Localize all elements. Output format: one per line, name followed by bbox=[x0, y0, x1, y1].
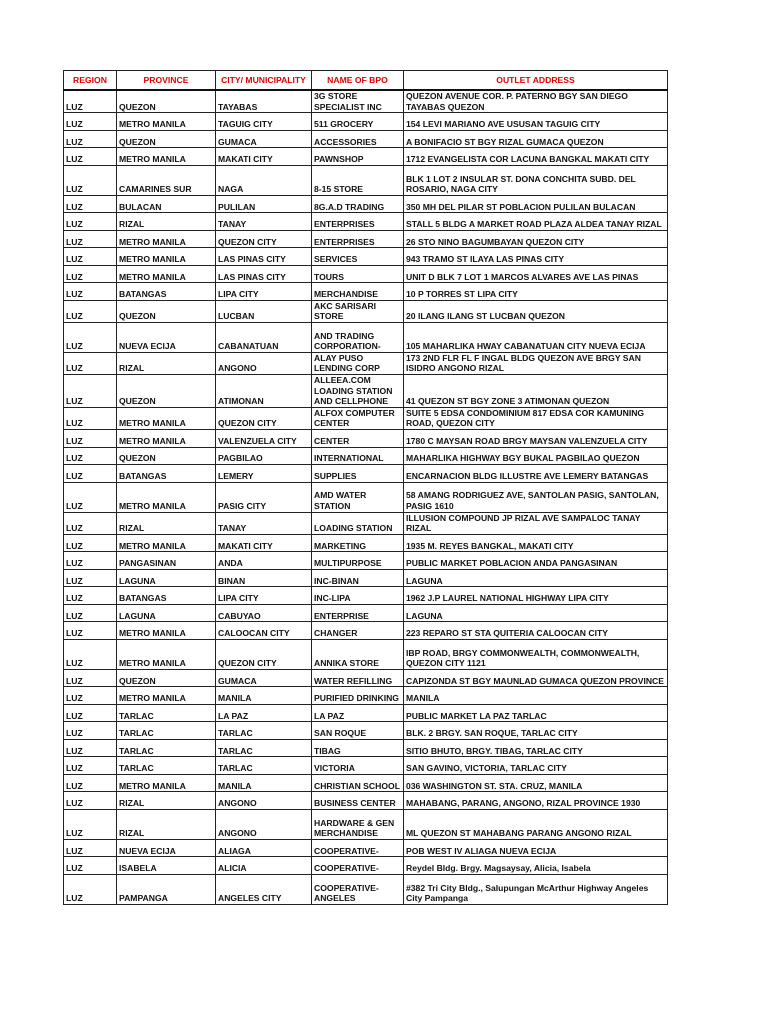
cell-bpo: ALLEEA.COM LOADING STATION AND CELLPHONE bbox=[312, 375, 404, 408]
cell-address: UNIT D BLK 7 LOT 1 MARCOS ALVARES AVE LAS PINAS bbox=[404, 265, 668, 283]
cell-address: 1712 EVANGELISTA COR LACUNA BANGKAL MAKATI CITY bbox=[404, 148, 668, 166]
cell-region: LUZ bbox=[64, 757, 117, 775]
cell-province: METRO MANILA bbox=[117, 230, 216, 248]
cell-address: 10 P TORRES ST LIPA CITY bbox=[404, 283, 668, 301]
cell-province: QUEZON bbox=[117, 300, 216, 322]
cell-bpo: COOPERATIVE-ANGELES bbox=[312, 874, 404, 904]
cell-province: METRO MANILA bbox=[117, 774, 216, 792]
table-row bbox=[64, 195, 668, 213]
cell-address: MAHARLIKA HIGHWAY BGY BUKAL PAGBILAO QUEZON bbox=[404, 447, 668, 465]
cell-region: LUZ bbox=[64, 265, 117, 283]
cell-province: METRO MANILA bbox=[117, 265, 216, 283]
table-row bbox=[64, 809, 668, 839]
cell-province: QUEZON bbox=[117, 669, 216, 687]
table-row bbox=[64, 322, 668, 352]
cell-address: 943 TRAMO ST ILAYA LAS PINAS CITY bbox=[404, 248, 668, 266]
cell-region: LUZ bbox=[64, 195, 117, 213]
cell-address: 1935 M. REYES BANGKAL, MAKATI CITY bbox=[404, 534, 668, 552]
cell-address: BLK. 2 BRGY. SAN ROQUE, TARLAC CITY bbox=[404, 722, 668, 740]
table-row bbox=[64, 704, 668, 722]
cell-region: LUZ bbox=[64, 512, 117, 534]
header-province: PROVINCE bbox=[117, 71, 216, 91]
cell-region: LUZ bbox=[64, 622, 117, 640]
cell-bpo: ENTERPRISES bbox=[312, 230, 404, 248]
cell-address: SUITE 5 EDSA CONDOMINIUM 817 EDSA COR KAMUNING ROAD, QUEZON CITY bbox=[404, 407, 668, 429]
cell-province: TARLAC bbox=[117, 739, 216, 757]
cell-region: LUZ bbox=[64, 739, 117, 757]
cell-city: MANILA bbox=[216, 774, 312, 792]
header-region: REGION bbox=[64, 71, 117, 91]
table-row bbox=[64, 430, 668, 448]
cell-province: NUEVA ECIJA bbox=[117, 322, 216, 352]
cell-city: GUMACA bbox=[216, 130, 312, 148]
cell-province: RIZAL bbox=[117, 809, 216, 839]
cell-bpo: WATER REFILLING bbox=[312, 669, 404, 687]
cell-city: PULILAN bbox=[216, 195, 312, 213]
cell-city: LIPA CITY bbox=[216, 587, 312, 605]
cell-city: ANGONO bbox=[216, 352, 312, 374]
cell-region: LUZ bbox=[64, 148, 117, 166]
cell-city: TARLAC bbox=[216, 722, 312, 740]
cell-address: 26 STO NINO BAGUMBAYAN QUEZON CITY bbox=[404, 230, 668, 248]
table-row bbox=[64, 283, 668, 301]
cell-bpo: VICTORIA bbox=[312, 757, 404, 775]
cell-region: LUZ bbox=[64, 322, 117, 352]
cell-region: LUZ bbox=[64, 430, 117, 448]
cell-address: Reydel Bldg. Brgy. Magsaysay, Alicia, Isabela bbox=[404, 857, 668, 875]
cell-city: LEMERY bbox=[216, 465, 312, 483]
cell-address: 105 MAHARLIKA HWAY CABANATUAN CITY NUEVA ECIJA bbox=[404, 322, 668, 352]
table-row bbox=[64, 113, 668, 131]
table-row bbox=[64, 552, 668, 570]
cell-address: 036 WASHINGTON ST. STA. CRUZ, MANILA bbox=[404, 774, 668, 792]
cell-city: TARLAC bbox=[216, 739, 312, 757]
cell-region: LUZ bbox=[64, 352, 117, 374]
table-row bbox=[64, 447, 668, 465]
table-row bbox=[64, 757, 668, 775]
cell-city: QUEZON CITY bbox=[216, 639, 312, 669]
cell-bpo: BUSINESS CENTER bbox=[312, 792, 404, 810]
table-row bbox=[64, 587, 668, 605]
cell-bpo: CHANGER bbox=[312, 622, 404, 640]
cell-address: 350 MH DEL PILAR ST POBLACION PULILAN BULACAN bbox=[404, 195, 668, 213]
cell-city: CABANATUAN bbox=[216, 322, 312, 352]
cell-city: CABUYAO bbox=[216, 604, 312, 622]
table-row bbox=[64, 604, 668, 622]
cell-region: LUZ bbox=[64, 283, 117, 301]
cell-bpo: PAWNSHOP bbox=[312, 148, 404, 166]
cell-region: LUZ bbox=[64, 604, 117, 622]
cell-bpo: 8-15 STORE bbox=[312, 165, 404, 195]
cell-bpo: CENTER bbox=[312, 430, 404, 448]
cell-address: 223 REPARO ST STA QUITERIA CALOOCAN CITY bbox=[404, 622, 668, 640]
cell-province: QUEZON bbox=[117, 130, 216, 148]
cell-bpo: INTERNATIONAL bbox=[312, 447, 404, 465]
cell-province: TARLAC bbox=[117, 704, 216, 722]
table-row bbox=[64, 669, 668, 687]
cell-city: QUEZON CITY bbox=[216, 407, 312, 429]
cell-bpo: PURIFIED DRINKING bbox=[312, 687, 404, 705]
cell-address: 1780 C MAYSAN ROAD BRGY MAYSAN VALENZUELA CITY bbox=[404, 430, 668, 448]
cell-city: ALICIA bbox=[216, 857, 312, 875]
cell-region: LUZ bbox=[64, 639, 117, 669]
cell-address: PUBLIC MARKET LA PAZ TARLAC bbox=[404, 704, 668, 722]
table-row bbox=[64, 352, 668, 374]
cell-bpo: SAN ROQUE bbox=[312, 722, 404, 740]
cell-city: LAS PINAS CITY bbox=[216, 265, 312, 283]
cell-province: METRO MANILA bbox=[117, 622, 216, 640]
cell-province: METRO MANILA bbox=[117, 534, 216, 552]
cell-bpo: LOADING STATION bbox=[312, 512, 404, 534]
table-row bbox=[64, 622, 668, 640]
cell-province: METRO MANILA bbox=[117, 248, 216, 266]
cell-address: LAGUNA bbox=[404, 604, 668, 622]
cell-province: METRO MANILA bbox=[117, 687, 216, 705]
cell-bpo: AND TRADING CORPORATION- bbox=[312, 322, 404, 352]
cell-bpo: CHRISTIAN SCHOOL bbox=[312, 774, 404, 792]
cell-bpo: ENTERPRISE bbox=[312, 604, 404, 622]
cell-bpo: SERVICES bbox=[312, 248, 404, 266]
cell-city: MAKATI CITY bbox=[216, 534, 312, 552]
cell-bpo: MARKETING bbox=[312, 534, 404, 552]
cell-address: MANILA bbox=[404, 687, 668, 705]
cell-province: METRO MANILA bbox=[117, 430, 216, 448]
table-row bbox=[64, 569, 668, 587]
cell-bpo: HARDWARE & GEN MERCHANDISE bbox=[312, 809, 404, 839]
cell-city: GUMACA bbox=[216, 669, 312, 687]
header-city: CITY/ MUNICIPALITY bbox=[216, 71, 312, 91]
cell-bpo: MERCHANDISE bbox=[312, 283, 404, 301]
cell-region: LUZ bbox=[64, 857, 117, 875]
cell-province: METRO MANILA bbox=[117, 639, 216, 669]
cell-city: QUEZON CITY bbox=[216, 230, 312, 248]
cell-city: NAGA bbox=[216, 165, 312, 195]
cell-province: PAMPANGA bbox=[117, 874, 216, 904]
table-row bbox=[64, 375, 668, 408]
table-row bbox=[64, 265, 668, 283]
cell-region: LUZ bbox=[64, 230, 117, 248]
cell-province: RIZAL bbox=[117, 352, 216, 374]
cell-bpo: 3G STORE SPECIALIST INC bbox=[312, 90, 404, 113]
cell-province: BULACAN bbox=[117, 195, 216, 213]
cell-city: TANAY bbox=[216, 213, 312, 231]
cell-address: IBP ROAD, BRGY COMMONWEALTH, COMMONWEALTH, QUEZON CITY 1121 bbox=[404, 639, 668, 669]
cell-city: TAYABAS bbox=[216, 90, 312, 113]
cell-city: TANAY bbox=[216, 512, 312, 534]
cell-region: LUZ bbox=[64, 792, 117, 810]
cell-address: LAGUNA bbox=[404, 569, 668, 587]
cell-address: MAHABANG, PARANG, ANGONO, RIZAL PROVINCE 1930 bbox=[404, 792, 668, 810]
cell-address: A BONIFACIO ST BGY RIZAL GUMACA QUEZON bbox=[404, 130, 668, 148]
cell-region: LUZ bbox=[64, 113, 117, 131]
table-body bbox=[64, 90, 668, 904]
cell-address: QUEZON AVENUE COR. P. PATERNO BGY SAN DIEGO TAYABAS QUEZON bbox=[404, 90, 668, 113]
table-row bbox=[64, 639, 668, 669]
cell-address: BLK 1 LOT 2 INSULAR ST. DONA CONCHITA SUBD. DEL ROSARIO, NAGA CITY bbox=[404, 165, 668, 195]
cell-city: ANGONO bbox=[216, 809, 312, 839]
cell-region: LUZ bbox=[64, 300, 117, 322]
cell-bpo: AMD WATER STATION bbox=[312, 482, 404, 512]
cell-address: 154 LEVI MARIANO AVE USUSAN TAGUIG CITY bbox=[404, 113, 668, 131]
cell-city: PAGBILAO bbox=[216, 447, 312, 465]
cell-province: RIZAL bbox=[117, 512, 216, 534]
cell-province: RIZAL bbox=[117, 792, 216, 810]
cell-province: TARLAC bbox=[117, 757, 216, 775]
cell-region: LUZ bbox=[64, 90, 117, 113]
cell-city: ANGELES CITY bbox=[216, 874, 312, 904]
table-row bbox=[64, 300, 668, 322]
cell-bpo: ALFOX COMPUTER CENTER bbox=[312, 407, 404, 429]
cell-city: BINAN bbox=[216, 569, 312, 587]
cell-address: #382 Tri City Bldg., Salupungan McArthur Highway Angeles City Pampanga bbox=[404, 874, 668, 904]
cell-province: QUEZON bbox=[117, 90, 216, 113]
table-row bbox=[64, 148, 668, 166]
cell-bpo: TOURS bbox=[312, 265, 404, 283]
cell-region: LUZ bbox=[64, 407, 117, 429]
table-row bbox=[64, 465, 668, 483]
cell-province: METRO MANILA bbox=[117, 148, 216, 166]
cell-address: CAPIZONDA ST BGY MAUNLAD GUMACA QUEZON PROVINCE bbox=[404, 669, 668, 687]
cell-address: 1962 J.P LAUREL NATIONAL HIGHWAY LIPA CITY bbox=[404, 587, 668, 605]
cell-province: METRO MANILA bbox=[117, 113, 216, 131]
cell-province: NUEVA ECIJA bbox=[117, 839, 216, 857]
cell-bpo: ALAY PUSO LENDING CORP bbox=[312, 352, 404, 374]
cell-bpo: COOPERATIVE- bbox=[312, 839, 404, 857]
cell-city: LIPA CITY bbox=[216, 283, 312, 301]
cell-region: LUZ bbox=[64, 213, 117, 231]
cell-address: STALL 5 BLDG A MARKET ROAD PLAZA ALDEA TANAY RIZAL bbox=[404, 213, 668, 231]
cell-region: LUZ bbox=[64, 839, 117, 857]
table-row bbox=[64, 739, 668, 757]
cell-address: ML QUEZON ST MAHABANG PARANG ANGONO RIZAL bbox=[404, 809, 668, 839]
cell-bpo: 8G.A.D TRADING bbox=[312, 195, 404, 213]
cell-bpo: TIBAG bbox=[312, 739, 404, 757]
cell-city: ALIAGA bbox=[216, 839, 312, 857]
cell-region: LUZ bbox=[64, 569, 117, 587]
table-row bbox=[64, 687, 668, 705]
cell-bpo: ENTERPRISES bbox=[312, 213, 404, 231]
cell-address: PUBLIC MARKET POBLACION ANDA PANGASINAN bbox=[404, 552, 668, 570]
cell-region: LUZ bbox=[64, 669, 117, 687]
cell-region: LUZ bbox=[64, 130, 117, 148]
cell-bpo: ANNIKA STORE bbox=[312, 639, 404, 669]
cell-region: LUZ bbox=[64, 704, 117, 722]
table-row bbox=[64, 213, 668, 231]
cell-city: ATIMONAN bbox=[216, 375, 312, 408]
cell-bpo: LA PAZ bbox=[312, 704, 404, 722]
cell-region: LUZ bbox=[64, 248, 117, 266]
cell-province: BATANGAS bbox=[117, 587, 216, 605]
cell-region: LUZ bbox=[64, 534, 117, 552]
cell-city: ANDA bbox=[216, 552, 312, 570]
cell-province: BATANGAS bbox=[117, 465, 216, 483]
cell-address: SITIO BHUTO, BRGY. TIBAG, TARLAC CITY bbox=[404, 739, 668, 757]
cell-bpo: INC-BINAN bbox=[312, 569, 404, 587]
cell-city: LUCBAN bbox=[216, 300, 312, 322]
cell-address: 20 ILANG ILANG ST LUCBAN QUEZON bbox=[404, 300, 668, 322]
table-row bbox=[64, 407, 668, 429]
cell-city: MAKATI CITY bbox=[216, 148, 312, 166]
table-row bbox=[64, 857, 668, 875]
cell-bpo: COOPERATIVE- bbox=[312, 857, 404, 875]
cell-region: LUZ bbox=[64, 465, 117, 483]
cell-province: PANGASINAN bbox=[117, 552, 216, 570]
cell-bpo: ACCESSORIES bbox=[312, 130, 404, 148]
table-row bbox=[64, 792, 668, 810]
cell-address: POB WEST IV ALIAGA NUEVA ECIJA bbox=[404, 839, 668, 857]
cell-province: ISABELA bbox=[117, 857, 216, 875]
cell-region: LUZ bbox=[64, 809, 117, 839]
header-row bbox=[64, 71, 668, 91]
cell-address: SAN GAVINO, VICTORIA, TARLAC CITY bbox=[404, 757, 668, 775]
cell-city: CALOOCAN CITY bbox=[216, 622, 312, 640]
header-address: OUTLET ADDRESS bbox=[404, 71, 668, 91]
table-row bbox=[64, 722, 668, 740]
table-row bbox=[64, 230, 668, 248]
cell-province: RIZAL bbox=[117, 213, 216, 231]
table-row bbox=[64, 839, 668, 857]
cell-region: LUZ bbox=[64, 375, 117, 408]
table-row bbox=[64, 248, 668, 266]
cell-province: METRO MANILA bbox=[117, 407, 216, 429]
cell-region: LUZ bbox=[64, 587, 117, 605]
table-row bbox=[64, 512, 668, 534]
table-row bbox=[64, 874, 668, 904]
cell-bpo: AKC SARISARI STORE bbox=[312, 300, 404, 322]
cell-city: VALENZUELA CITY bbox=[216, 430, 312, 448]
table-row bbox=[64, 130, 668, 148]
table-row bbox=[64, 90, 668, 113]
cell-address: 58 AMANG RODRIGUEZ AVE, SANTOLAN PASIG, SANTOLAN, PASIG 1610 bbox=[404, 482, 668, 512]
cell-city: TARLAC bbox=[216, 757, 312, 775]
cell-province: LAGUNA bbox=[117, 604, 216, 622]
cell-region: LUZ bbox=[64, 722, 117, 740]
cell-region: LUZ bbox=[64, 774, 117, 792]
cell-city: LAS PINAS CITY bbox=[216, 248, 312, 266]
cell-province: METRO MANILA bbox=[117, 482, 216, 512]
cell-province: BATANGAS bbox=[117, 283, 216, 301]
cell-bpo: MULTIPURPOSE bbox=[312, 552, 404, 570]
cell-region: LUZ bbox=[64, 874, 117, 904]
table-row bbox=[64, 534, 668, 552]
cell-bpo: SUPPLIES bbox=[312, 465, 404, 483]
cell-address: ILLUSION COMPOUND JP RIZAL AVE SAMPALOC TANAY RIZAL bbox=[404, 512, 668, 534]
cell-city: TAGUIG CITY bbox=[216, 113, 312, 131]
cell-region: LUZ bbox=[64, 165, 117, 195]
table-row bbox=[64, 165, 668, 195]
cell-region: LUZ bbox=[64, 482, 117, 512]
cell-city: LA PAZ bbox=[216, 704, 312, 722]
table-row bbox=[64, 482, 668, 512]
cell-city: PASIG CITY bbox=[216, 482, 312, 512]
cell-city: MANILA bbox=[216, 687, 312, 705]
cell-region: LUZ bbox=[64, 447, 117, 465]
cell-province: CAMARINES SUR bbox=[117, 165, 216, 195]
table-row bbox=[64, 774, 668, 792]
cell-address: 173 2ND FLR FL F INGAL BLDG QUEZON AVE BRGY SAN ISIDRO ANGONO RIZAL bbox=[404, 352, 668, 374]
cell-address: 41 QUEZON ST BGY ZONE 3 ATIMONAN QUEZON bbox=[404, 375, 668, 408]
cell-bpo: 511 GROCERY bbox=[312, 113, 404, 131]
cell-address: ENCARNACION BLDG ILLUSTRE AVE LEMERY BATANGAS bbox=[404, 465, 668, 483]
outlet-table bbox=[63, 70, 668, 905]
cell-region: LUZ bbox=[64, 687, 117, 705]
cell-province: TARLAC bbox=[117, 722, 216, 740]
cell-region: LUZ bbox=[64, 552, 117, 570]
cell-bpo: INC-LIPA bbox=[312, 587, 404, 605]
cell-city: ANGONO bbox=[216, 792, 312, 810]
cell-province: QUEZON bbox=[117, 375, 216, 408]
header-bpo: NAME OF BPO bbox=[312, 71, 404, 91]
cell-province: QUEZON bbox=[117, 447, 216, 465]
cell-province: LAGUNA bbox=[117, 569, 216, 587]
